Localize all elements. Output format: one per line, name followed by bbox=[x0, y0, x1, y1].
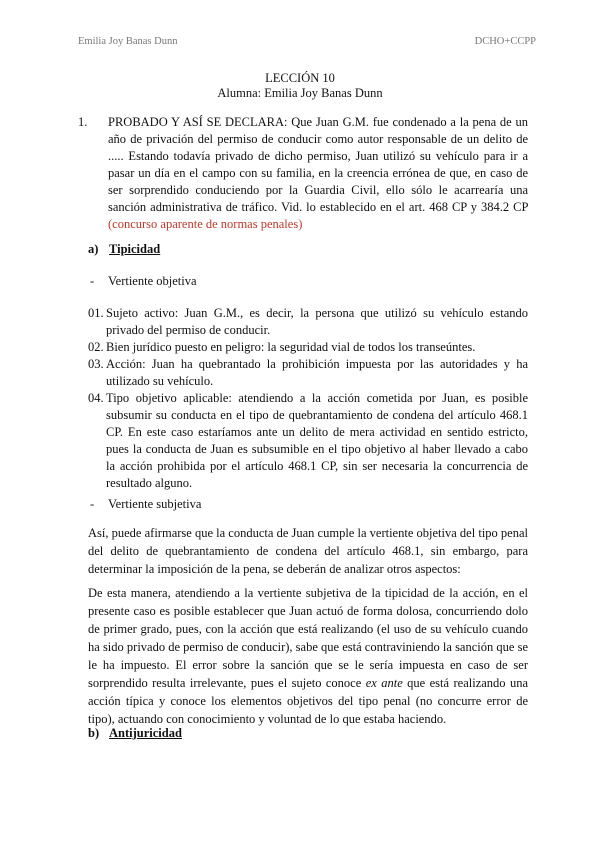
list-item-number: 02. bbox=[88, 340, 104, 354]
list-item-text: Sujeto activo: Juan G.M., es decir, la persona que utilizó su vehículo estando privado del permiso de conducir. bbox=[106, 306, 528, 337]
question-text: PROBADO Y ASÍ SE DECLARA: Que Juan G.M. fue condenado a la pena de un año de privación del permiso de conducir como autor responsable de un delito de ..... Estando todavía privado de dicho permiso, Juan utilizó su vehículo para ir a pasar un día en el campo con su familia, en la creencia errónea de que, en caso de ser sorprendido conduciendo por la Guardia Civil, ello sólo le acarrearía una sanción administrativa de tráfico. Vid. lo establecido en el art. 468 CP y 384.2 CP bbox=[108, 115, 528, 214]
list-item-text: Acción: Juan ha quebrantado la prohibición impuesta por las autoridades y ha utilizado su vehículo. bbox=[106, 357, 528, 388]
title-block bbox=[0, 71, 600, 101]
subjective-heading-text: Vertiente subjetiva bbox=[108, 497, 202, 511]
italic-term: ex ante bbox=[365, 676, 403, 690]
list-item-number: 03. bbox=[88, 357, 104, 371]
list-item bbox=[88, 356, 528, 390]
section-b-heading bbox=[88, 726, 182, 741]
question-1 bbox=[78, 114, 528, 233]
list-item bbox=[88, 390, 528, 492]
paragraph-1: Así, puede afirmarse que la conducta de Juan cumple la vertiente objetiva del tipo penal del delito de quebrantamiento de condena del artículo 468.1, sin embargo, para determinar la imposición de la pena, se deberán de analizar otros aspectos: bbox=[88, 526, 528, 576]
section-b-label: b) bbox=[88, 726, 100, 740]
header-author: Emilia Joy Banas Dunn bbox=[78, 36, 178, 47]
question-note: (concurso aparente de normas penales) bbox=[108, 217, 303, 231]
question-number: 1. bbox=[78, 115, 88, 129]
lesson-title: LECCIÓN 10 bbox=[265, 71, 335, 85]
section-b-title: Antijuricidad bbox=[109, 726, 182, 740]
objective-list bbox=[88, 305, 528, 492]
list-item bbox=[88, 305, 528, 339]
list-item-text: Bien jurídico puesto en peligro: la seguridad vial de todos los transeúntes. bbox=[106, 340, 476, 354]
paragraph-2: De esta manera, atendiendo a la vertiente subjetiva de la tipicidad de la acción, en el presente caso es posible establecer que Juan actuó de forma dolosa, concurriendo dolo de primer grado, pues, con la acción que está realizando (el uso de su vehículo cuando ha sido privado de permiso de conducir), sabe que está contraviniendo la sanción que se le ha impuesto. El error sobre la sanción que se le sería impuesta en caso de ser sorprendido resulta irrelevante, pues el sujeto conoce ex ante que está realizando una acción típica y conoce los elementos objetivos del tipo penal (no concurre error de tipo), actuando con conocimiento y voluntad de lo que estaba haciendo. bbox=[88, 586, 529, 726]
list-item bbox=[88, 339, 528, 356]
list-item-number: 01. bbox=[88, 306, 104, 320]
header-course: DCHO+CCPP bbox=[474, 36, 536, 47]
objective-heading-text: Vertiente objetiva bbox=[108, 274, 197, 288]
section-a-label: a) bbox=[88, 242, 99, 256]
list-item-number: 04. bbox=[88, 391, 104, 405]
list-item-text: Tipo objetivo aplicable: atendiendo a la acción cometida por Juan, es posible subsumir su conducta en el tipo de quebrantamiento de condena del artículo 468.1 CP. En este caso estaríamos ante un delito de mera actividad en sentido estricto, pues la conducta de Juan es subsumible en el tipo objetivo al haber llevado a cabo la acción prohibida por el artículo 468.1 CP, sin ser necesaria la concurrencia de resultado alguno. bbox=[106, 391, 528, 490]
objective-heading: - Vertiente objetiva bbox=[90, 274, 197, 288]
section-a-heading bbox=[88, 242, 160, 257]
section-a-title: Tipicidad bbox=[109, 242, 161, 256]
student-name: Alumna: Emilia Joy Banas Dunn bbox=[217, 86, 383, 100]
subjective-heading: - Vertiente subjetiva bbox=[90, 497, 202, 511]
